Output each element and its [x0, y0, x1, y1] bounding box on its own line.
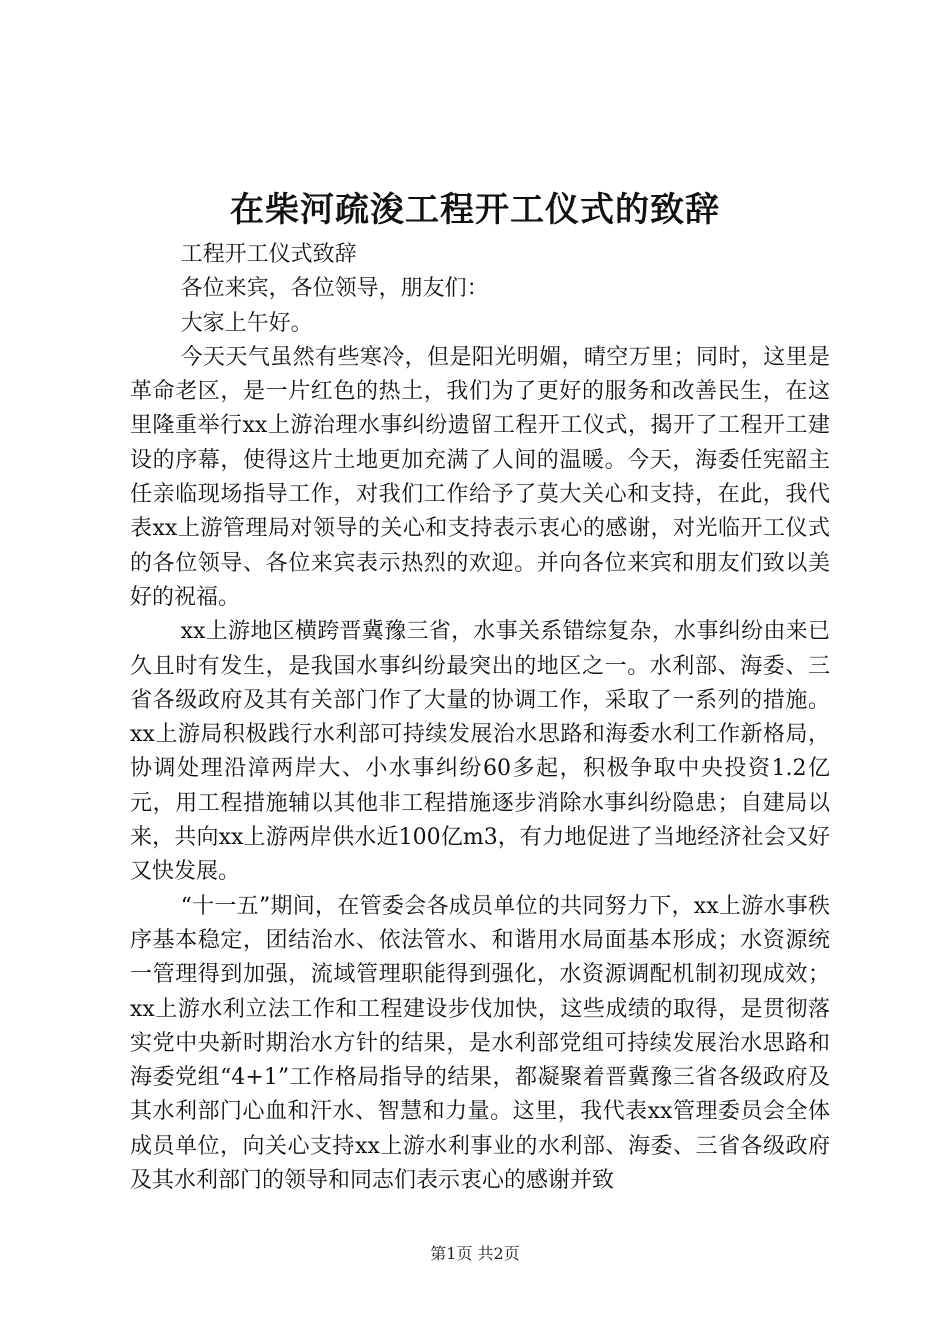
paragraph-greeting: 大家上午好。: [180, 310, 313, 336]
paragraph-salutation: 各位来宾，各位领导，朋友们：: [180, 276, 489, 302]
paragraph-body: xx上游地区横跨晋冀豫三省，水事关系错综复杂，水事纠纷由来已久且时有发生，是我国水事纠纷最突出的地区之一。水利部、海委、三省各级政府及其有关部门作了大量的协调工作，采取了一系列的措施。xx上游局积极践行水利部可持续发展治水思路和海委水利工作新格局，协调处理沿漳两岸大、小水事纠纷60多起，积极争取中央投资1.2亿元，用工程措施辅以其他非工程措施逐步消除水事纠纷隐患；自建局以来，共向xx上游两岸供水近100亿m3，有力地促进了当地经济社会又好又快发展。: [130, 619, 830, 885]
paragraph-body: 今天天气虽然有些寒冷，但是阳光明媚，晴空万里；同时，这里是革命老区，是一片红色的热土，我们为了更好的服务和改善民生，在这里隆重举行xx上游治理水事纠纷遗留工程开工仪式，揭开了工程开工建设的序幕，使得这片土地更加充满了人间的温暖。今天，海委任宪韶主任亲临现场指导工作，对我们工作给予了莫大关心和支持，在此，我代表xx上游管理局对领导的关心和支持表示衷心的感谢，对光临开工仪式的各位领导、各位来宾表示热烈的欢迎。并向各位来宾和朋友们致以美好的祝福。: [130, 344, 830, 610]
document-body: [130, 238, 830, 1198]
page-number: 第1页 共2页: [430, 1244, 520, 1263]
document-title: 在柴河疏浚工程开工仪式的致辞: [230, 190, 720, 230]
paragraph-heading: 工程开工仪式致辞: [180, 242, 357, 267]
paragraph-body: “十一五”期间，在管委会各成员单位的共同努力下，xx上游水事秩序基本稳定，团结治水、依法管水、和谐用水局面基本形成；水资源统一管理得到加强，流域管理职能得到强化，水资源调配机制初现成效；xx上游水利立法工作和工程建设步伐加快，这些成绩的取得，是贯彻落实党中央新时期治水方针的结果，是水利部党组可持续发展治水思路和海委党组“4+1”工作格局指导的结果，都凝聚着晋冀豫三省各级政府及其水利部门心血和汗水、智慧和力量。这里，我代表xx管理委员会全体成员单位，向关心支持xx上游水利事业的水利部、海委、三省各级政府及其水利部门的领导和同志们表示衷心的感谢并致: [130, 893, 830, 1194]
